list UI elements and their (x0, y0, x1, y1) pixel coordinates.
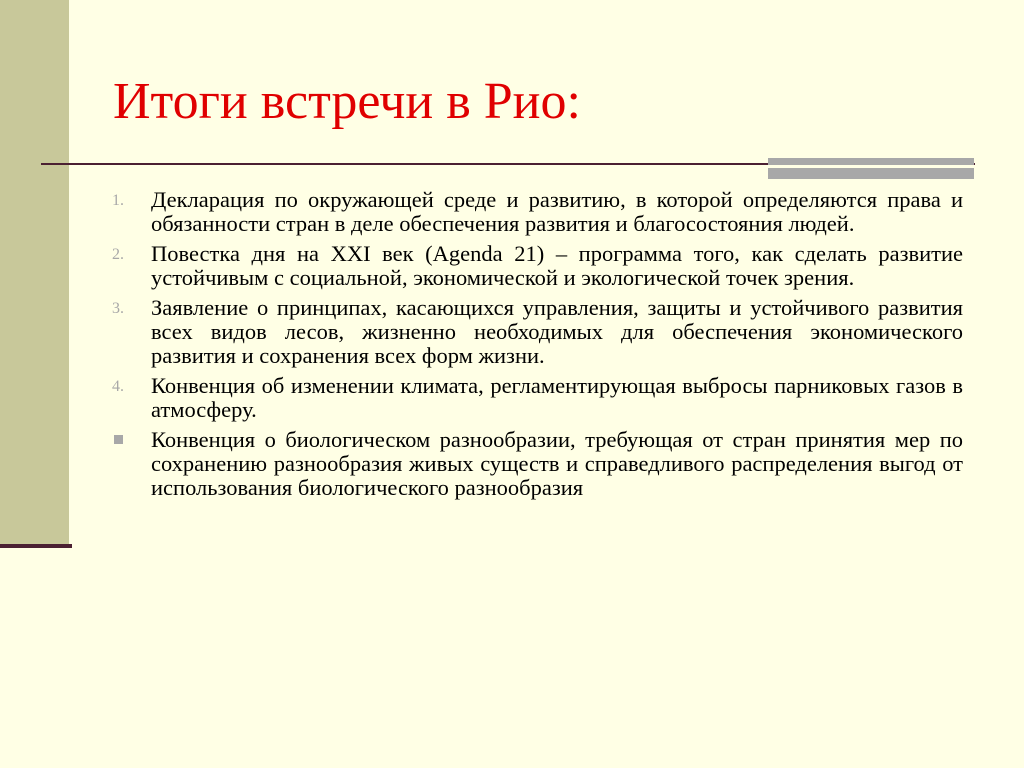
slide-title: Итоги встречи в Рио: (113, 73, 581, 130)
list-item-text: Конвенция о биологическом разнообразии, требующая от стран принятия мер по сохранению разнообразия живых существ и справедливого распределения выгод от использования биологического разнообразия (151, 427, 963, 500)
title-accent-bar-gap (768, 165, 974, 168)
title-accent-bar (768, 158, 974, 179)
list-item-number: 1. (112, 192, 124, 209)
list-item (112, 374, 963, 422)
list-item-text: Конвенция об изменении климата, регламентирующая выбросы парниковых газов в атмосферу. (151, 373, 963, 422)
list-item-text: Декларация по окружающей среде и развитию, в которой определяются права и обязанности стран в деле обеспечения развития и благосостояния людей. (151, 187, 963, 236)
list-item (112, 188, 963, 236)
list-item-text: Заявление о принципах, касающихся управления, защиты и устойчивого развития всех видов лесов, жизненно необходимых для обеспечения экономического развития и сохранения всех форм жизни. (151, 295, 963, 368)
summary-list (112, 188, 963, 506)
list-item-text: Повестка дня на XXI век (Agenda 21) – программа того, как сделать развитие устойчивым с социальной, экономической и экологической точек зрения. (151, 241, 963, 290)
left-strip-underline (0, 544, 72, 548)
list-item-number: 2. (112, 246, 124, 263)
list-item-number: 4. (112, 378, 124, 395)
square-bullet-icon (114, 435, 123, 444)
list-item (112, 242, 963, 290)
left-decorative-strip (0, 0, 69, 546)
list-item (112, 296, 963, 368)
list-item-number: 3. (112, 300, 124, 317)
list-item (112, 428, 963, 500)
